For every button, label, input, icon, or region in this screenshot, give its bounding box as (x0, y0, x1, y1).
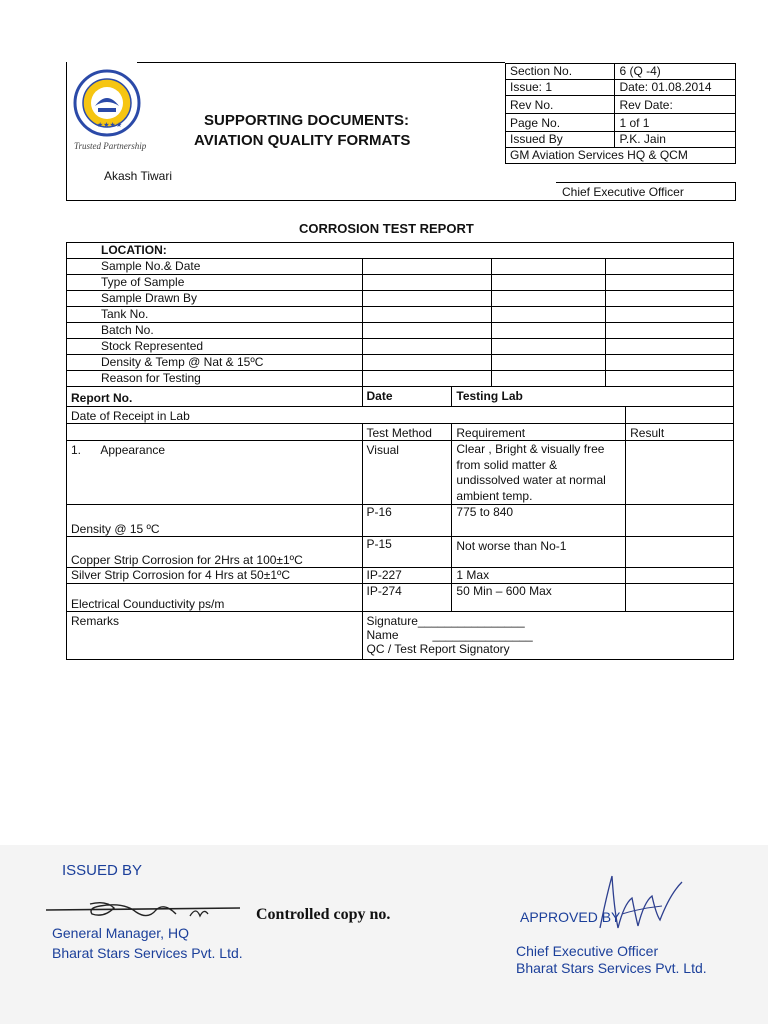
approver-title: Chief Executive Officer (562, 185, 684, 199)
signature-scribble-icon (592, 868, 688, 948)
header-right-border (735, 182, 736, 201)
meta-label: Issue: 1 (506, 80, 615, 96)
sample-field-value[interactable] (606, 291, 734, 307)
controlled-copy-label: Controlled copy no. (256, 906, 391, 923)
test-result[interactable] (626, 505, 734, 537)
sample-field-value[interactable] (492, 307, 606, 323)
meta-label: Rev No. (506, 96, 615, 114)
col-test-method: Test Method (362, 424, 452, 441)
approved-by-label: APPROVED BY (520, 909, 621, 925)
testing-lab-label: Testing Lab (452, 387, 734, 407)
requirement-line: 50 Min – 600 Max (452, 584, 626, 612)
sample-field-label: Stock Represented (67, 339, 363, 355)
meta-value: 6 (Q -4) (615, 64, 736, 80)
sample-field-value[interactable] (606, 307, 734, 323)
remarks-row (67, 612, 734, 660)
sample-field-value[interactable] (492, 371, 606, 387)
requirement-line: Clear , Bright & visually free (456, 442, 605, 456)
sample-field-value[interactable] (606, 355, 734, 371)
test-result[interactable] (626, 441, 734, 505)
test-result[interactable] (626, 584, 734, 612)
requirement-line: from solid matter & (456, 457, 558, 472)
meta-label: Section No. (506, 64, 615, 80)
sample-field-value[interactable] (362, 339, 492, 355)
signatory-label: QC / Test Report Signatory (366, 642, 510, 656)
requirement-line: undissolved water at normal (456, 473, 606, 487)
sample-field-value[interactable] (492, 275, 606, 291)
test-name: Silver Strip Corrosion for 4 Hrs at 50±1ºC (67, 568, 363, 584)
test-name: 1. Appearance (67, 441, 363, 505)
sample-field-value[interactable] (362, 307, 492, 323)
sample-field-value[interactable] (362, 355, 492, 371)
table-row (67, 584, 734, 612)
receipt-date-label: Date of Receipt in Lab (67, 407, 626, 424)
sample-field-value[interactable] (362, 291, 492, 307)
name-line: _______________ (432, 628, 533, 642)
test-method: P-15 (362, 537, 452, 568)
sample-field-value[interactable] (492, 355, 606, 371)
test-name: Electrical Counductivity ps/m (67, 584, 363, 612)
table-row (67, 441, 734, 505)
sample-field-value[interactable] (606, 371, 734, 387)
col-requirement: Requirement (452, 424, 626, 441)
location-label: LOCATION: (101, 243, 167, 257)
approver-line2: Bharat Stars Services Pvt. Ltd. (516, 960, 707, 976)
company-logo (72, 68, 142, 140)
header-bottom-rule (66, 200, 736, 201)
doc-title-line2: AVIATION QUALITY FORMATS (194, 132, 411, 149)
approver-rule (556, 182, 736, 183)
author-name: Akash Tiwari (104, 169, 173, 183)
report-title: CORROSION TEST REPORT (299, 221, 474, 236)
approver-line1: Chief Executive Officer (516, 943, 659, 959)
test-method: IP-227 (362, 568, 452, 584)
meta-value: Date: 01.08.2014 (615, 80, 736, 96)
meta-value: P.K. Jain (615, 132, 736, 148)
report-no-label: Report No. (67, 387, 363, 407)
approver-signature (592, 868, 688, 948)
sample-info-table (66, 242, 734, 387)
test-result[interactable] (626, 568, 734, 584)
meta-label: Issued By (506, 132, 615, 148)
col-result: Result (626, 424, 734, 441)
sample-field-value[interactable] (492, 339, 606, 355)
issuer-title: GM Aviation Services HQ & QCM (506, 148, 736, 164)
date-label: Date (362, 387, 452, 407)
sample-field-value[interactable] (492, 259, 606, 275)
receipt-date-value[interactable] (626, 407, 734, 424)
sample-field-label: Type of Sample (67, 275, 363, 291)
table-row (67, 568, 734, 584)
requirement-line: 775 to 840 (452, 505, 626, 537)
header-left-border (66, 62, 67, 201)
table-row (67, 537, 734, 568)
sample-field-value[interactable] (362, 323, 492, 339)
signature-field: Signature________________ (366, 614, 525, 628)
sample-field-label: Sample No.& Date (67, 259, 363, 275)
sample-field-value[interactable] (606, 323, 734, 339)
logo-tagline: Trusted Partnership (74, 141, 147, 151)
name-label: Name (366, 628, 399, 642)
sample-field-value[interactable] (606, 275, 734, 291)
requirement-line: Not worse than No-1 (452, 537, 626, 568)
requirement-line: ambient temp. (456, 488, 533, 503)
issuer-line2: Bharat Stars Services Pvt. Ltd. (52, 945, 243, 961)
test-name: Copper Strip Corrosion for 2Hrs at 100±1ºC (67, 537, 363, 568)
sample-field-value[interactable] (362, 371, 492, 387)
test-results-table (66, 386, 734, 660)
sample-field-value[interactable] (492, 323, 606, 339)
sample-field-label: Density & Temp @ Nat & 15ºC (67, 355, 363, 371)
sample-field-value[interactable] (606, 339, 734, 355)
sample-field-label: Sample Drawn By (67, 291, 363, 307)
remarks-label: Remarks (67, 612, 363, 660)
sample-field-value[interactable] (362, 275, 492, 291)
issuer-line1: General Manager, HQ (52, 925, 189, 941)
sample-field-label: Tank No. (67, 307, 363, 323)
requirement-line: 1 Max (452, 568, 626, 584)
doc-meta-table (505, 63, 736, 164)
sample-field-value[interactable] (606, 259, 734, 275)
sample-field-value[interactable] (492, 291, 606, 307)
sample-field-label: Batch No. (67, 323, 363, 339)
issued-by-label: ISSUED BY (62, 862, 143, 879)
header-top-rule (137, 62, 505, 63)
doc-title-line1: SUPPORTING DOCUMENTS: (204, 112, 410, 129)
sample-field-label: Reason for Testing (67, 371, 363, 387)
sample-field-value[interactable] (362, 259, 492, 275)
svg-text:★★★★: ★★★★ (97, 121, 123, 129)
meta-value: 1 of 1 (615, 114, 736, 132)
test-name: Density @ 15 ºC (67, 505, 363, 537)
test-method: P-16 (362, 505, 452, 537)
test-method: IP-274 (362, 584, 452, 612)
logo-emblem-icon (72, 68, 142, 140)
meta-label: Page No. (506, 114, 615, 132)
test-result[interactable] (626, 537, 734, 568)
test-method: Visual (362, 441, 452, 505)
meta-value: Rev Date: (615, 96, 736, 114)
table-row (67, 505, 734, 537)
